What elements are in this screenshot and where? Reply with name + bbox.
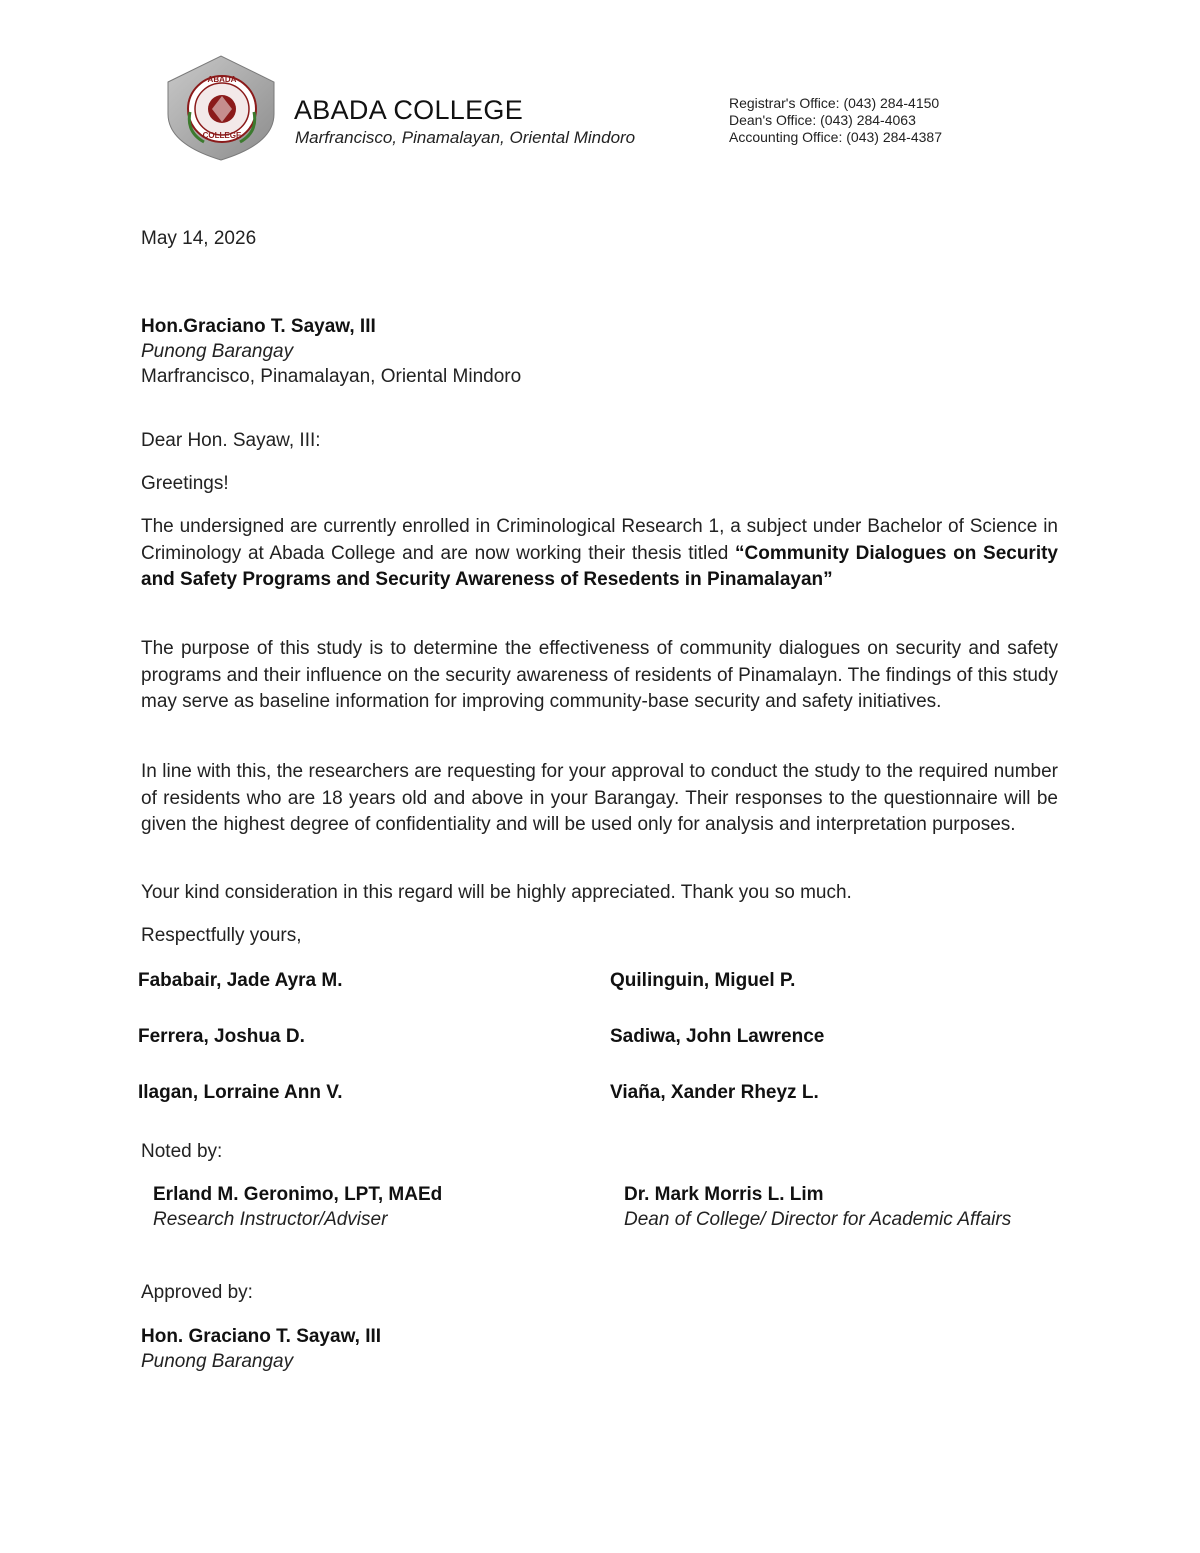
dean-office: Dean's Office: (043) 284-4063	[729, 112, 916, 128]
college-name: ABADA COLLEGE	[294, 95, 523, 125]
signatory-name: Fababair, Jade Ayra M.	[138, 970, 343, 991]
greeting: Greetings!	[141, 473, 229, 494]
noter-dean	[624, 1182, 1011, 1232]
noted-by-label: Noted by:	[141, 1141, 223, 1162]
signatory-name: Ilagan, Lorraine Ann V.	[138, 1082, 343, 1103]
closing: Respectfully yours,	[141, 925, 302, 946]
office-contacts	[729, 95, 942, 146]
college-logo	[160, 52, 282, 164]
paragraph-intro	[141, 514, 1058, 594]
signatory-name: Sadiwa, John Lawrence	[610, 1026, 825, 1047]
recipient-block	[141, 314, 521, 389]
accounting-office: Accounting Office: (043) 284-4387	[729, 129, 942, 145]
approver-title: Punong Barangay	[141, 1351, 294, 1372]
college-address: Marfrancisco, Pinamalayan, Oriental Mindoro	[295, 128, 636, 147]
signatory-name: Ferrera, Joshua D.	[138, 1026, 305, 1047]
approved-by-label: Approved by:	[141, 1282, 253, 1303]
paragraph-intro-text: The undersigned are currently enrolled in Criminological Research 1, a subject under Bachelor of Science in Criminology at Abada College and are now working their thesis titled	[141, 516, 1058, 564]
noter-name: Erland M. Geronimo, LPT, MAEd	[153, 1184, 443, 1205]
thesis-title: “Community Dialogues on Security and Safety Programs and Security Awareness of Resedents in Pinamalayan”	[141, 542, 1058, 590]
recipient-title: Punong Barangay	[141, 341, 294, 362]
signatory-name: Quilinguin, Miguel P.	[610, 970, 796, 991]
salutation: Dear Hon. Sayaw, III:	[141, 430, 321, 451]
svg-text:ABADA: ABADA	[207, 75, 237, 84]
paragraph-thanks: Your kind consideration in this regard will be highly appreciated. Thank you so much.	[141, 882, 852, 903]
noter-role: Research Instructor/Adviser	[153, 1209, 388, 1230]
registrar-office: Registrar's Office: (043) 284-4150	[729, 95, 940, 111]
paragraph-purpose: The purpose of this study is to determine the effectiveness of community dialogues on security and safety programs and their influence on the security awareness of residents of Pinamalayn. The findings of this study may serve as baseline information for improving community-base security and safety initiatives.	[141, 638, 1058, 712]
letter-date: May 14, 2026	[141, 228, 257, 249]
approver-name: Hon. Graciano T. Sayaw, III	[141, 1326, 382, 1347]
noter-adviser	[153, 1182, 442, 1232]
paragraph-request: In line with this, the researchers are requesting for your approval to conduct the study to the required number of residents who are 18 years old and above in your Barangay. Their responses to the questionnaire will be given the highest degree of confidentiality and will be used only for analysis and interpretation purposes.	[141, 761, 1058, 835]
recipient-name: Hon.Graciano T. Sayaw, III	[141, 316, 376, 337]
noter-name: Dr. Mark Morris L. Lim	[624, 1184, 824, 1205]
svg-text:COLLEGE: COLLEGE	[202, 131, 242, 140]
recipient-address: Marfrancisco, Pinamalayan, Oriental Mindoro	[141, 366, 522, 387]
signatory-name: Viaña, Xander Rheyz L.	[610, 1082, 819, 1103]
noter-role: Dean of College/ Director for Academic Affairs	[624, 1209, 1012, 1230]
approver-block	[141, 1324, 381, 1374]
